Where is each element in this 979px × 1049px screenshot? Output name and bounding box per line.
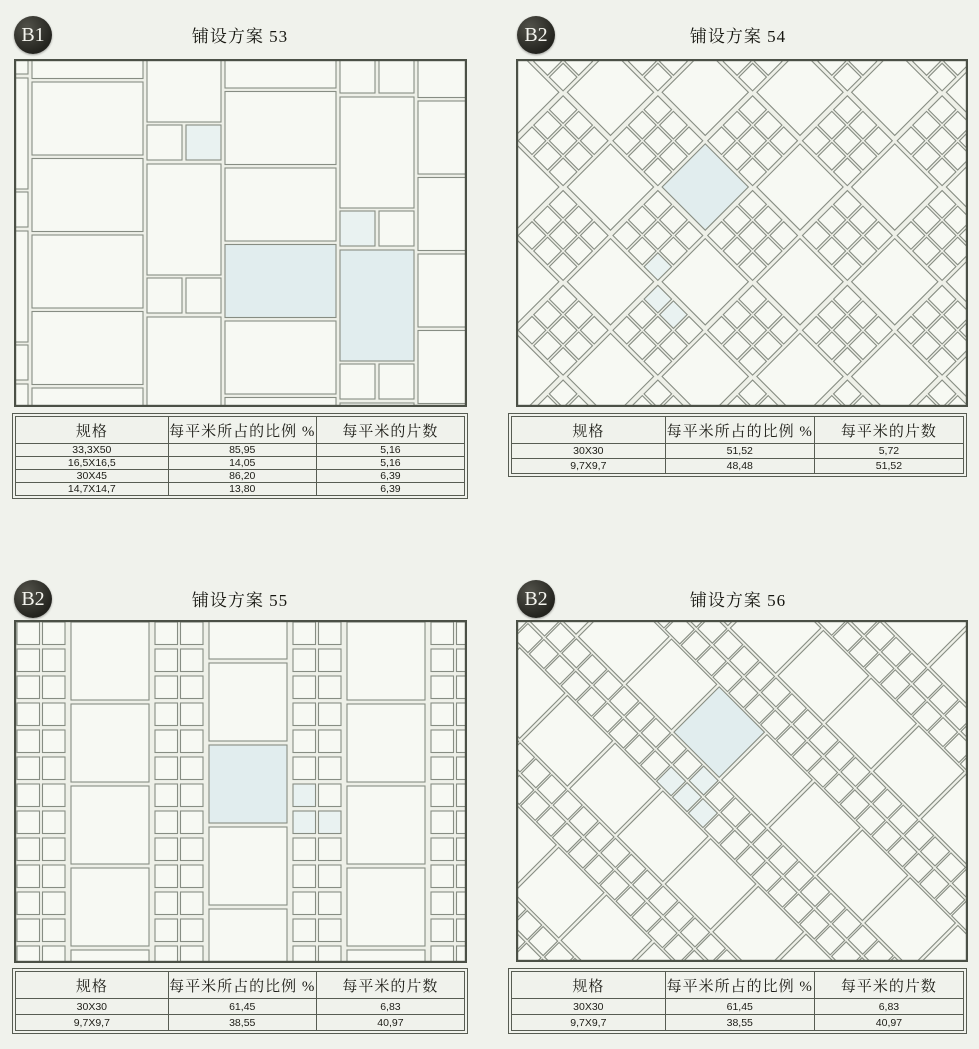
spec-cell: 9,7X9,7 [512,459,666,474]
spec-table-body [16,999,465,1031]
spec-cell: 5,16 [316,457,464,470]
badge-b1: B1 [14,16,52,54]
spec-cell: 6,83 [316,999,464,1015]
spec-header-row [512,417,964,444]
spec-table-body [512,999,964,1031]
spec-cell: 38,55 [665,1015,814,1031]
spec-cell: 6,83 [814,999,963,1015]
panel-title: 铺设方案 54 [689,27,787,46]
spec-cell: 85,95 [168,444,316,457]
spec-table [12,968,468,1034]
spec-cell: 5,72 [814,444,963,459]
tile-pattern-diagram [516,620,968,962]
col-header-pieces: 每平米的片数 [316,417,464,444]
spec-header-row [16,972,465,999]
col-header-spec: 规格 [512,972,666,999]
col-header-ratio: 每平米所占的比例 % [168,972,316,999]
spec-cell: 61,45 [168,999,316,1015]
spec-row [512,444,964,459]
spec-table [508,413,967,477]
col-header-spec: 规格 [16,417,169,444]
spec-cell: 30X30 [512,444,666,459]
spec-cell: 30X30 [16,999,169,1015]
badge-b2: B2 [517,580,555,618]
tile-pattern-diagram [516,59,968,407]
col-header-pieces: 每平米的片数 [316,972,464,999]
spec-cell: 9,7X9,7 [512,1015,666,1031]
spec-cell: 30X30 [512,999,666,1015]
tile-pattern-diagram [14,59,467,407]
spec-cell: 40,97 [316,1015,464,1031]
spec-row [16,1015,465,1031]
spec-row [16,444,465,457]
col-header-spec: 规格 [16,972,169,999]
spec-cell: 38,55 [168,1015,316,1031]
spec-cell: 51,52 [814,459,963,474]
spec-header-row [512,972,964,999]
spec-cell: 16,5X16,5 [16,457,169,470]
spec-header-row [16,417,465,444]
spec-table-body [512,444,964,474]
spec-cell: 14,05 [168,457,316,470]
spec-cell: 14,7X14,7 [16,483,169,496]
panel-title: 铺设方案 55 [191,591,289,610]
tile-pattern-diagram [14,620,467,963]
spec-row [16,483,465,496]
col-header-ratio: 每平米所占的比例 % [168,417,316,444]
spec-table-body [16,444,465,496]
spec-cell: 13,80 [168,483,316,496]
spec-cell: 61,45 [665,999,814,1015]
col-header-pieces: 每平米的片数 [814,417,963,444]
spec-row [512,1015,964,1031]
badge-b2: B2 [517,16,555,54]
spec-row [512,459,964,474]
panel-title: 铺设方案 56 [689,591,787,610]
spec-cell: 30X45 [16,470,169,483]
badge-b2: B2 [14,580,52,618]
spec-table [12,413,468,499]
spec-cell: 48,48 [665,459,814,474]
spec-table [508,968,967,1034]
col-header-ratio: 每平米所占的比例 % [665,417,814,444]
col-header-pieces: 每平米的片数 [814,972,963,999]
spec-cell: 6,39 [316,483,464,496]
col-header-ratio: 每平米所占的比例 % [665,972,814,999]
col-header-spec: 规格 [512,417,666,444]
spec-cell: 40,97 [814,1015,963,1031]
spec-row [16,470,465,483]
spec-cell: 6,39 [316,470,464,483]
panel-title: 铺设方案 53 [191,27,289,46]
spec-row [16,457,465,470]
spec-row [16,999,465,1015]
spec-cell: 5,16 [316,444,464,457]
spec-cell: 86,20 [168,470,316,483]
spec-cell: 51,52 [665,444,814,459]
spec-cell: 33,3X50 [16,444,169,457]
spec-row [512,999,964,1015]
spec-cell: 9,7X9,7 [16,1015,169,1031]
